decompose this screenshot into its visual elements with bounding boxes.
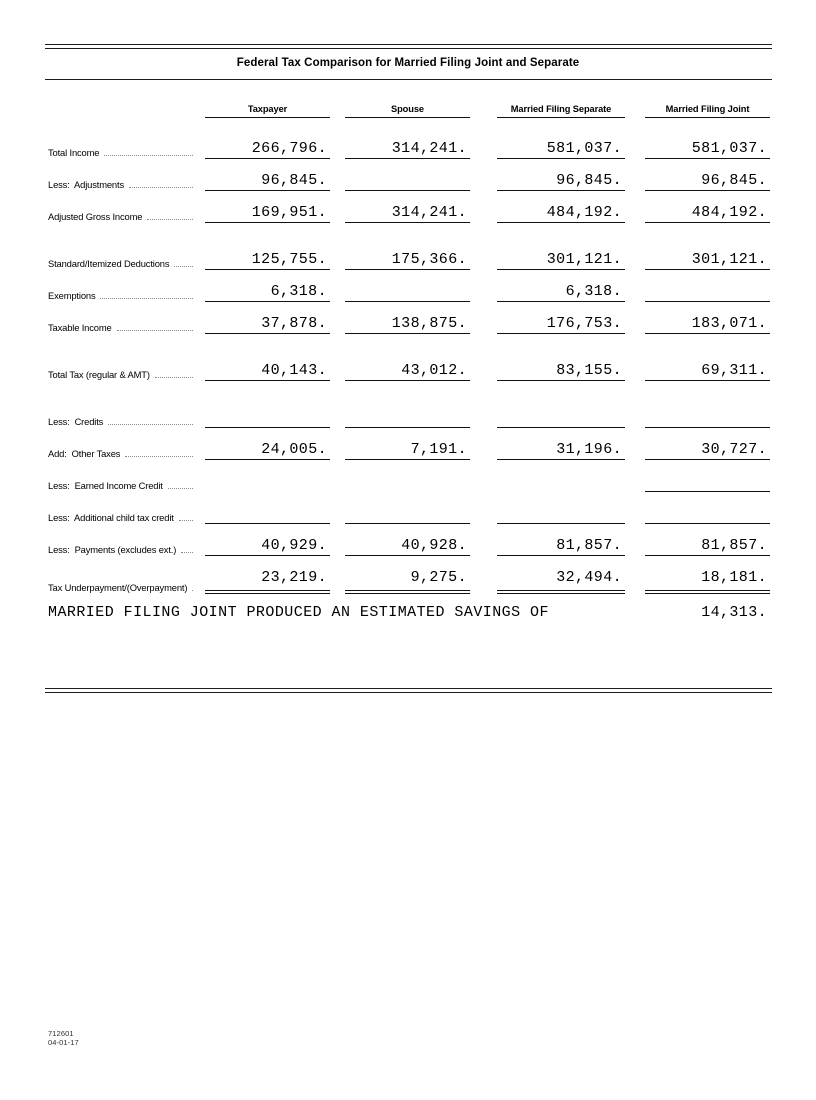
column-header-taxpayer: Taxpayer — [205, 103, 330, 118]
table-row-less-adjustments — [48, 170, 770, 191]
row-label: Taxable Income — [48, 322, 112, 333]
value-cell: 69,311. — [645, 360, 770, 381]
row-label: Adjusted Gross Income — [48, 211, 143, 222]
value-cell: 96,845. — [497, 170, 625, 191]
value-cell — [645, 281, 770, 302]
value-cell — [345, 281, 470, 302]
value-cell: 81,857. — [497, 535, 625, 556]
savings-summary-value: 14,313. — [701, 604, 767, 621]
dotted-leader — [181, 552, 193, 553]
value-cell: 81,857. — [645, 535, 770, 556]
value-cell: 266,796. — [205, 138, 330, 159]
row-label: Less: Earned Income Credit — [48, 480, 163, 491]
tax-comparison-document — [0, 44, 816, 1047]
value-cell — [205, 407, 330, 428]
value-cell: 83,155. — [497, 360, 625, 381]
value-cell: 169,951. — [205, 202, 330, 223]
table-row-less-payments — [48, 535, 770, 556]
value-cell: 175,366. — [345, 249, 470, 270]
value-cell — [645, 503, 770, 524]
form-date: 04-01-17 — [48, 1037, 79, 1047]
value-cell: 96,845. — [205, 170, 330, 191]
column-header-row — [48, 103, 770, 118]
value-cell — [345, 472, 470, 492]
value-cell — [345, 503, 470, 524]
form-number: 712601 — [48, 1029, 74, 1038]
value-cell: 138,875. — [345, 313, 470, 334]
value-cell — [497, 472, 625, 492]
dotted-leader — [174, 266, 193, 267]
table-row-standard-itemized-deductions — [48, 249, 770, 270]
value-cell — [345, 170, 470, 191]
table-row-less-earned-income-credit — [48, 471, 770, 492]
value-cell: 7,191. — [345, 439, 470, 460]
dotted-leader — [168, 488, 193, 489]
value-cell — [205, 503, 330, 524]
column-header-married-filing-separate: Married Filing Separate — [497, 103, 625, 118]
row-label: Total Tax (regular & AMT) — [48, 369, 150, 380]
table-row-exemptions — [48, 281, 770, 302]
dotted-leader — [129, 187, 193, 188]
table-row-less-credits — [48, 407, 770, 428]
value-cell: 96,845. — [645, 170, 770, 191]
row-label: Exemptions — [48, 290, 96, 301]
row-label: Total Income — [48, 147, 100, 158]
value-cell: 6,318. — [497, 281, 625, 302]
value-cell — [497, 407, 625, 428]
value-cell — [645, 407, 770, 428]
value-cell: 30,727. — [645, 439, 770, 460]
value-cell: 9,275. — [345, 567, 470, 594]
table-row-total-tax — [48, 360, 770, 381]
value-cell: 6,318. — [205, 281, 330, 302]
value-cell — [205, 472, 330, 492]
value-cell: 40,143. — [205, 360, 330, 381]
value-cell: 314,241. — [345, 202, 470, 223]
row-label: Less: Credits — [48, 416, 104, 427]
dotted-leader — [155, 377, 193, 378]
row-label: Tax Underpayment/(Overpayment) — [48, 582, 188, 593]
column-header-married-filing-joint: Married Filing Joint — [645, 103, 770, 118]
bottom-double-rule — [45, 688, 772, 693]
value-cell: 183,071. — [645, 313, 770, 334]
value-cell — [497, 503, 625, 524]
value-cell: 484,192. — [497, 202, 625, 223]
table-row-tax-underpayment-overpayment — [48, 567, 770, 594]
value-cell: 581,037. — [497, 138, 625, 159]
dotted-leader — [125, 456, 193, 457]
table-row-less-additional-child-tax-credit — [48, 503, 770, 524]
value-cell: 40,928. — [345, 535, 470, 556]
value-cell: 581,037. — [645, 138, 770, 159]
value-cell: 301,121. — [497, 249, 625, 270]
value-cell: 125,755. — [205, 249, 330, 270]
dotted-leader — [100, 298, 193, 299]
value-cell: 32,494. — [497, 567, 625, 594]
value-cell: 24,005. — [205, 439, 330, 460]
top-double-rule — [45, 44, 772, 49]
row-label: Add: Other Taxes — [48, 448, 121, 459]
column-header-spouse: Spouse — [345, 103, 470, 118]
form-footer — [48, 1030, 79, 1047]
dotted-leader — [192, 590, 193, 591]
savings-summary-text: MARRIED FILING JOINT PRODUCED AN ESTIMATED SAVINGS OF — [48, 604, 549, 621]
value-cell: 40,929. — [205, 535, 330, 556]
header-spacer — [48, 117, 205, 118]
dotted-leader — [147, 219, 193, 220]
page-title: Federal Tax Comparison for Married Filing Joint and Separate — [236, 57, 580, 69]
value-cell: 18,181. — [645, 567, 770, 594]
table-row-adjusted-gross-income — [48, 202, 770, 223]
savings-summary-row — [48, 604, 770, 622]
row-label: Standard/Itemized Deductions — [48, 258, 170, 269]
value-cell: 176,753. — [497, 313, 625, 334]
table-row-taxable-income — [48, 313, 770, 334]
value-cell: 23,219. — [205, 567, 330, 594]
dotted-leader — [179, 520, 193, 521]
comparison-table — [48, 103, 770, 622]
title-underline-rule — [45, 79, 772, 80]
value-cell — [645, 471, 770, 492]
value-cell — [345, 407, 470, 428]
table-row-total-income — [48, 138, 770, 159]
dotted-leader — [117, 330, 193, 331]
value-cell: 37,878. — [205, 313, 330, 334]
value-cell: 43,012. — [345, 360, 470, 381]
row-label: Less: Additional child tax credit — [48, 512, 174, 523]
value-cell: 314,241. — [345, 138, 470, 159]
dotted-leader — [108, 424, 193, 425]
value-cell: 301,121. — [645, 249, 770, 270]
value-cell: 484,192. — [645, 202, 770, 223]
table-row-add-other-taxes — [48, 439, 770, 460]
dotted-leader — [104, 155, 193, 156]
row-label: Less: Payments (excludes ext.) — [48, 544, 177, 555]
row-label: Less: Adjustments — [48, 179, 124, 190]
value-cell: 31,196. — [497, 439, 625, 460]
